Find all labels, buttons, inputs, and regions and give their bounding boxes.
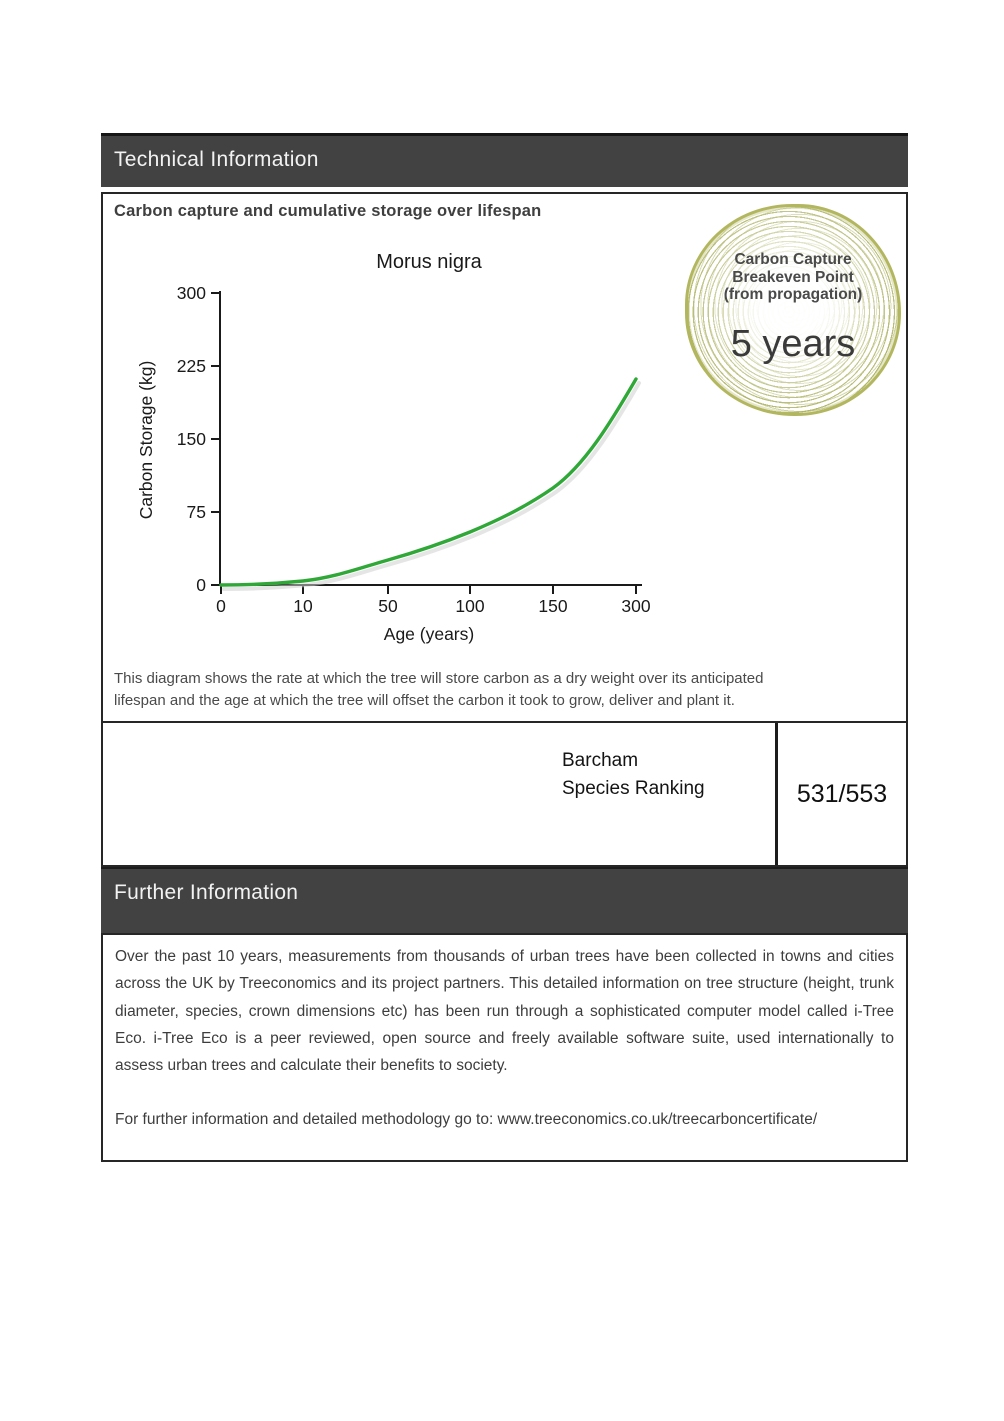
further-information-box [101,933,908,1162]
y-tick-label: 150 [176,429,206,449]
technical-section-box [101,192,908,723]
further-information-text [103,935,906,1134]
curve-shadow [224,383,639,589]
x-tick-label: 50 [378,596,398,616]
technical-information-title: Technical Information [114,148,319,171]
further-information-paragraph: Over the past 10 years, measurements from thousands of urban trees have been collected in towns and cities across the UK by Treeconomics and its project partners. This detailed information on tree structure (height, trunk diameter, species, crown dimensions etc) has been run through a sophisticated computer model called i-Tree Eco. i-Tree Eco is a peer reviewed, open source and freely available software suite, used internationally to assess urban trees and calculate their benefits to society. [115,948,894,1075]
species-ranking-box [101,721,908,867]
chart-title: Morus nigra [376,251,482,273]
x-tick-label: 10 [293,596,313,616]
chart-description [114,668,898,712]
y-axis-label: Carbon Storage (kg) [136,360,156,520]
x-axis-label: Age (years) [383,624,475,644]
breakeven-badge [685,204,901,416]
species-ranking-label [562,747,705,803]
y-tick-label: 0 [196,575,206,595]
y-tick-label: 300 [176,283,206,303]
ranking-label-line2: Species Ranking [562,778,705,799]
ranking-value-cell [778,723,906,865]
x-tick-label: 0 [216,596,226,616]
x-tick-label: 100 [455,596,485,616]
chart-section-heading: Carbon capture and cumulative storage over lifespan [114,202,542,220]
y-tick-label: 75 [186,502,206,522]
badge-caption-line1: Carbon Capture [734,251,852,268]
badge-caption-line3: (from propagation) [723,286,863,303]
breakeven-value: 5 years [730,323,856,365]
technical-information-bar [101,133,908,187]
ranking-value: 531/553 [796,779,888,808]
ranking-label-line1: Barcham [562,750,639,771]
further-information-title: Further Information [114,881,299,904]
further-information-bar [101,867,908,933]
x-tick-label: 150 [538,596,568,616]
y-tick-label: 225 [176,356,206,376]
methodology-link-line: For further information and detailed methodology go to: www.treeconomics.co.uk/treecarboncertificate/ [115,1111,818,1129]
x-tick-label: 300 [621,596,651,616]
chart-description-line2: lifespan and the age at which the tree will offset the carbon it took to grow, deliver and plant it. [114,692,735,709]
badge-caption-line2: Breakeven Point [732,268,854,286]
chart-description-line1: This diagram shows the rate at which the tree will store carbon as a dry weight over its anticipated [114,670,764,687]
breakeven-badge-caption [688,251,898,304]
